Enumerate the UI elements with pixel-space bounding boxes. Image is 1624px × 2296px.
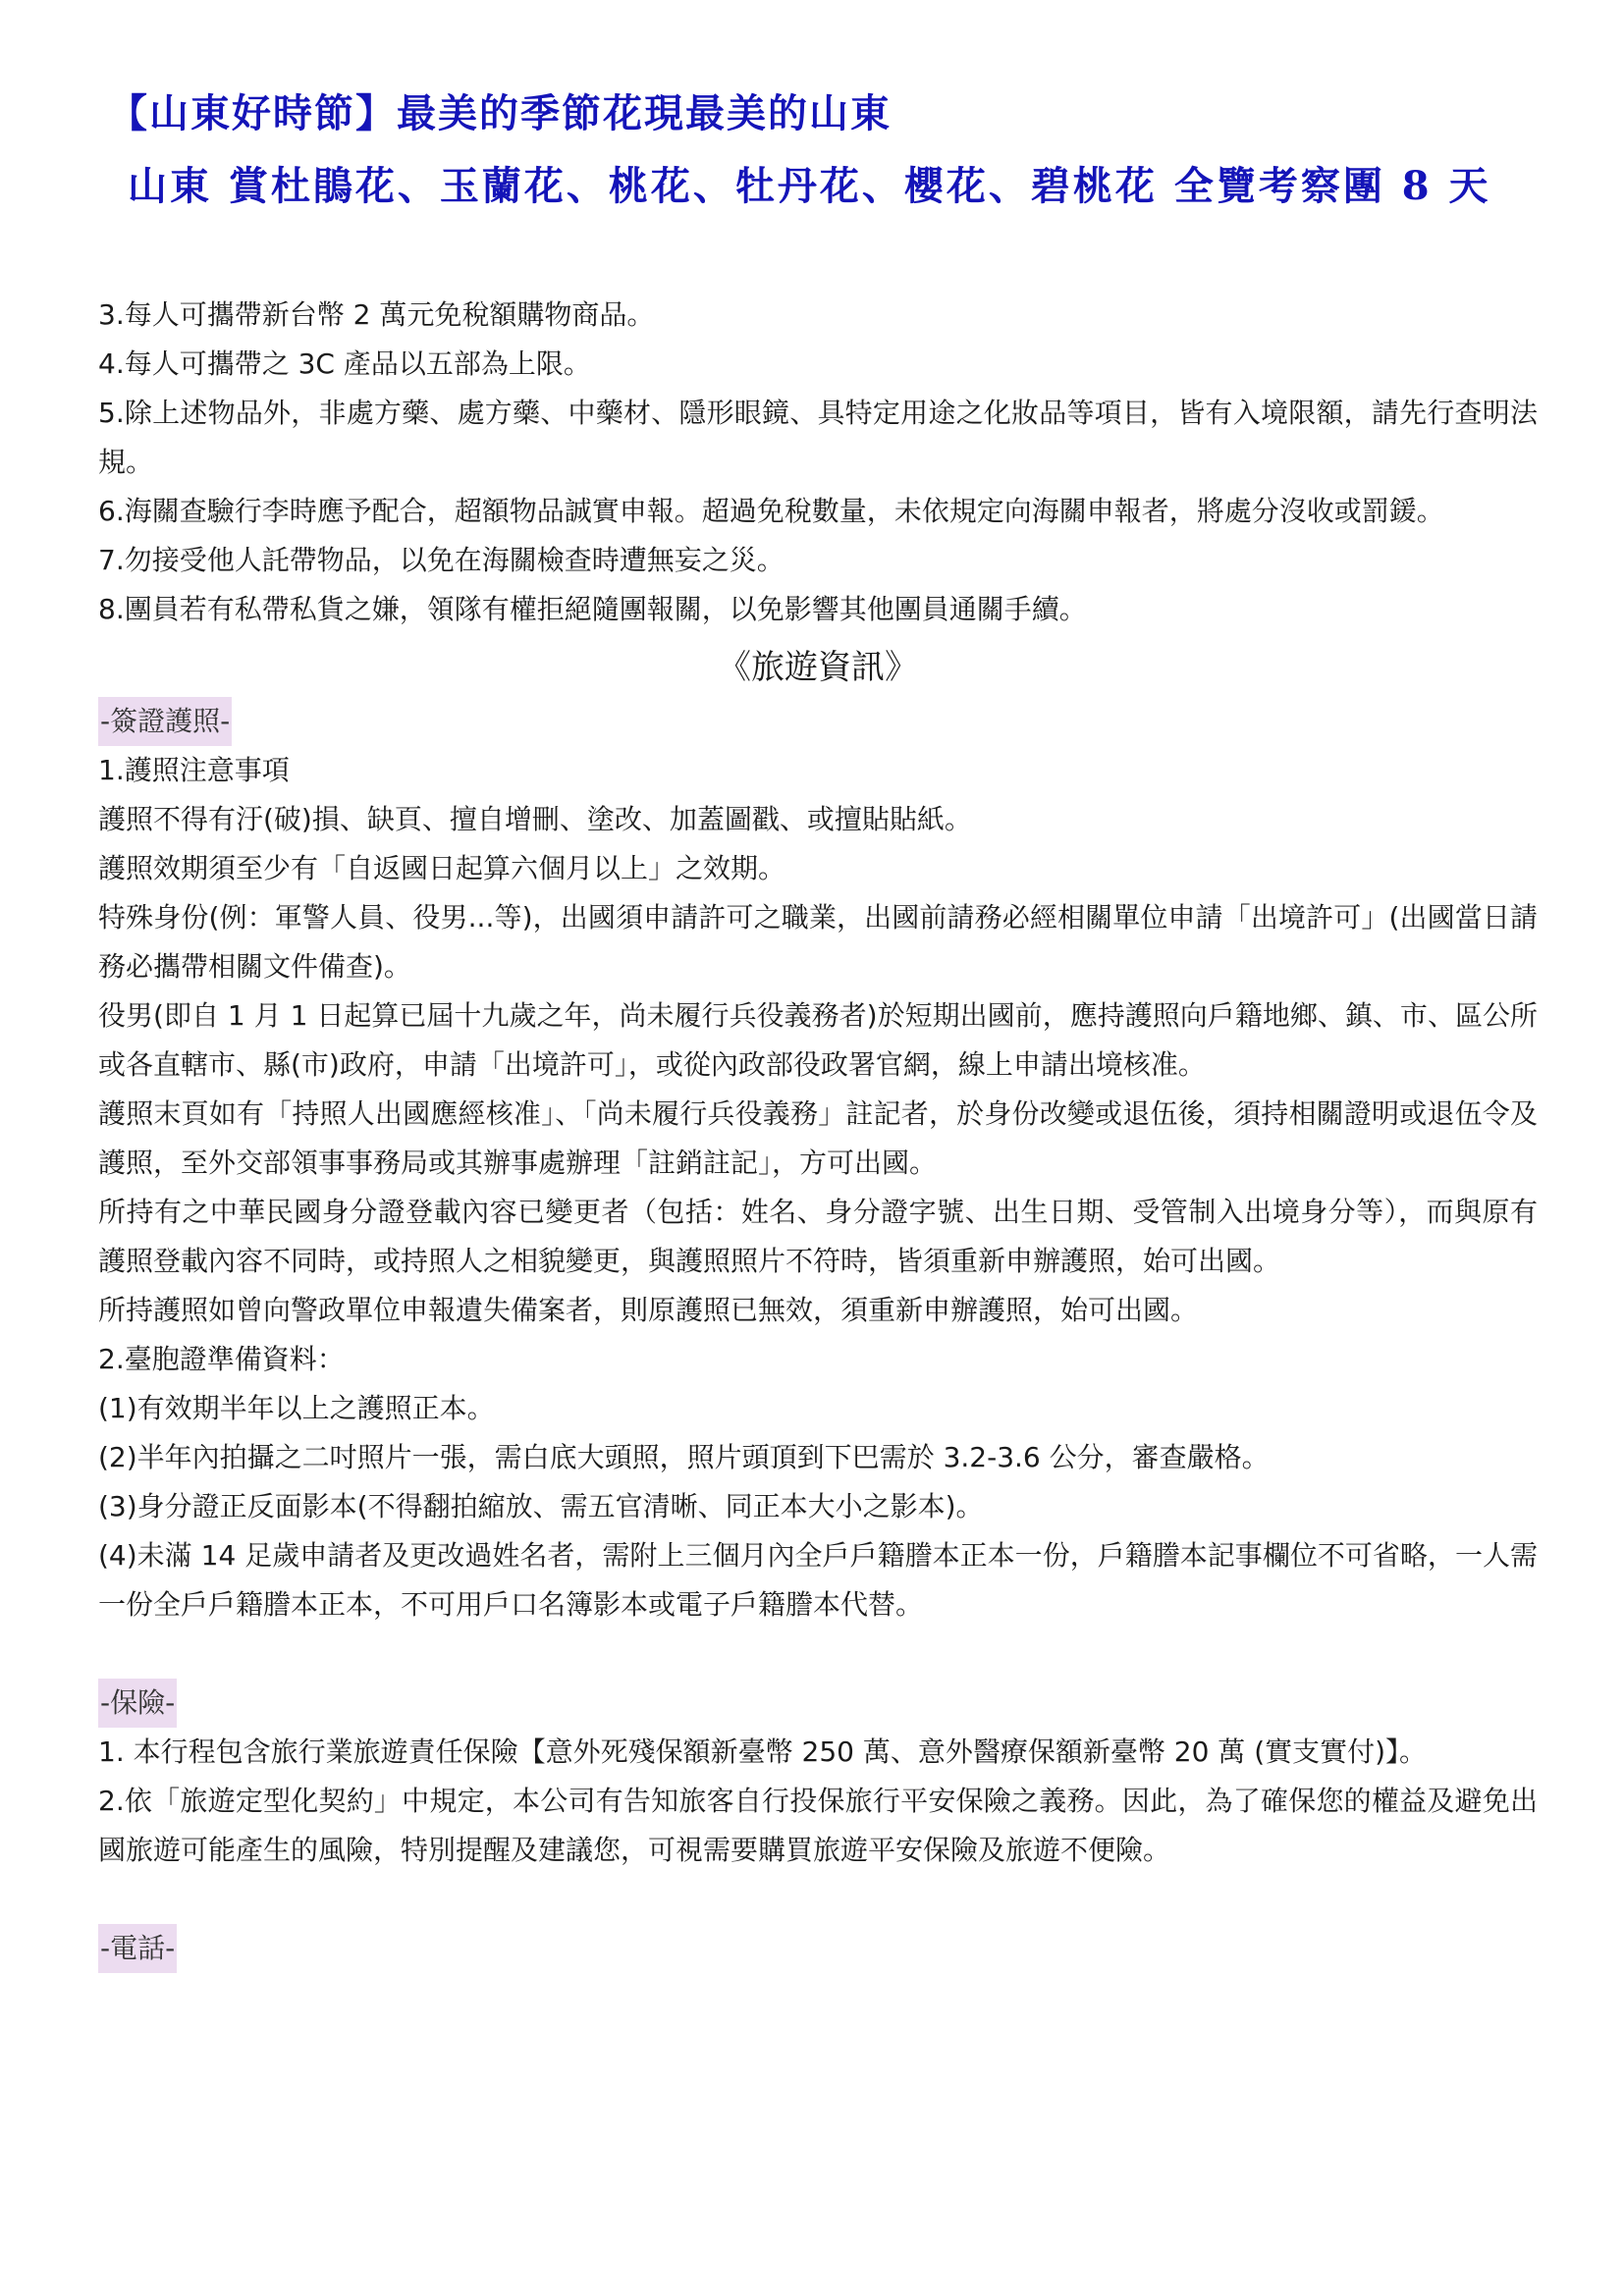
visa-paragraph: (1)有效期半年以上之護照正本。 [98, 1392, 495, 1424]
customs-item: 7.勿接受他人託帶物品，以免在海關檢查時遭無妄之災。 [98, 544, 785, 576]
page-title: 【山東好時節】最美的季節花現最美的山東 [108, 90, 892, 136]
customs-item: 6.海關查驗行李時應予配合，超額物品誠實申報。超過免稅數量，未依規定向海關申報者，將處分沒收或罰鍰。 [98, 495, 1444, 527]
visa-paragraph: (4)未滿 14 足歲申請者及更改過姓名者，需附上三個月內全戶戶籍謄本正本一份，戶籍謄本記事欄位不可省略，一人需一份全戶戶籍謄本正本，不可用戶口名簿影本或電子戶籍謄本代替。 [98, 1539, 1538, 1621]
phone-heading: -電話- [98, 1924, 177, 1973]
visa-paragraph: 1.護照注意事項 [98, 754, 290, 786]
visa-paragraph: 所持護照如曾向警政單位申報遺失備案者，則原護照已無效，須重新申辦護照，始可出國。 [98, 1294, 1199, 1326]
insurance-heading: -保險- [98, 1679, 177, 1728]
visa-paragraph: 護照不得有汙(破)損、缺頁、擅自增刪、塗改、加蓋圖戳、或擅貼貼紙。 [98, 803, 972, 835]
visa-paragraph: 護照末頁如有「持照人出國應經核准」、「尚未履行兵役義務」註記者，於身份改變或退伍後，須持相關證明或退伍令及護照，至外交部領事事務局或其辦事處辦理「註銷註記」，方可出國。 [98, 1097, 1538, 1179]
visa-paragraph: (2)半年內拍攝之二吋照片一張，需白底大頭照，照片頭頂到下巴需於 3.2-3.6 公分，審查嚴格。 [98, 1441, 1270, 1473]
insurance-paragraph: 2.依「旅遊定型化契約」中規定，本公司有告知旅客自行投保旅行平安保險之義務。因此，為了確保您的權益及避免出國旅遊可能產生的風險，特別提醒及建議您，可視需要購買旅遊平安保險及旅遊不便險。 [98, 1785, 1538, 1866]
visa-paragraph: 2.臺胞證準備資料： [98, 1343, 345, 1375]
customs-item: 4.每人可攜帶之 3C 產品以五部為上限。 [98, 347, 591, 380]
visa-heading: -簽證護照- [98, 697, 232, 746]
visa-paragraph: 所持有之中華民國身分證登載內容已變更者（包括：姓名、身分證字號、出生日期、受管制入出境身分等），而與原有護照登載內容不同時，或持照人之相貌變更，與護照照片不符時，皆須重新申辦護照，始可出國。 [98, 1196, 1538, 1277]
visa-paragraph: 特殊身份(例：軍警人員、役男...等)，出國須申請許可之職業，出國前請務必經相關單位申請「出境許可」(出國當日請務必攜帶相關文件備查)。 [98, 901, 1538, 983]
visa-paragraph: 護照效期須至少有「自返國日起算六個月以上」之效期。 [98, 852, 786, 884]
blank-line [98, 1629, 1538, 1679]
page-subtitle: 山東 賞杜鵑花、玉蘭花、桃花、牡丹花、櫻花、碧桃花 全覽考察團 8 天 [128, 163, 1491, 209]
visa-paragraph: 役男(即自 1 月 1 日起算已屆十九歲之年，尚未履行兵役義務者)於短期出國前，應持護照向戶籍地鄉、鎮、市、區公所或各直轄市、縣(市)政府，申請「出境許可」，或從內政部役政署官網，線上申請出境核准。 [98, 999, 1538, 1081]
document-body [98, 291, 1538, 1973]
blank-line [98, 1875, 1538, 1924]
customs-item: 8.團員若有私帶私貨之嫌，領隊有權拒絕隨團報關，以免影響其他團員通關手續。 [98, 593, 1087, 625]
insurance-paragraph: 1. 本行程包含旅行業旅遊責任保險【意外死殘保額新臺幣 250 萬、意外醫療保額新臺幣 20 萬 (實支實付)】。 [98, 1735, 1428, 1768]
visa-paragraph: (3)身分證正反面影本(不得翻拍縮放、需五官清晰、同正本大小之影本)。 [98, 1490, 984, 1522]
section-title-travel-info: 《旅遊資訊》 [718, 648, 918, 687]
customs-item: 3.每人可攜帶新台幣 2 萬元免稅額購物商品。 [98, 298, 655, 331]
customs-item: 5.除上述物品外，非處方藥、處方藥、中藥材、隱形眼鏡、具特定用途之化妝品等項目，皆有入境限額，請先行查明法規。 [98, 397, 1538, 478]
